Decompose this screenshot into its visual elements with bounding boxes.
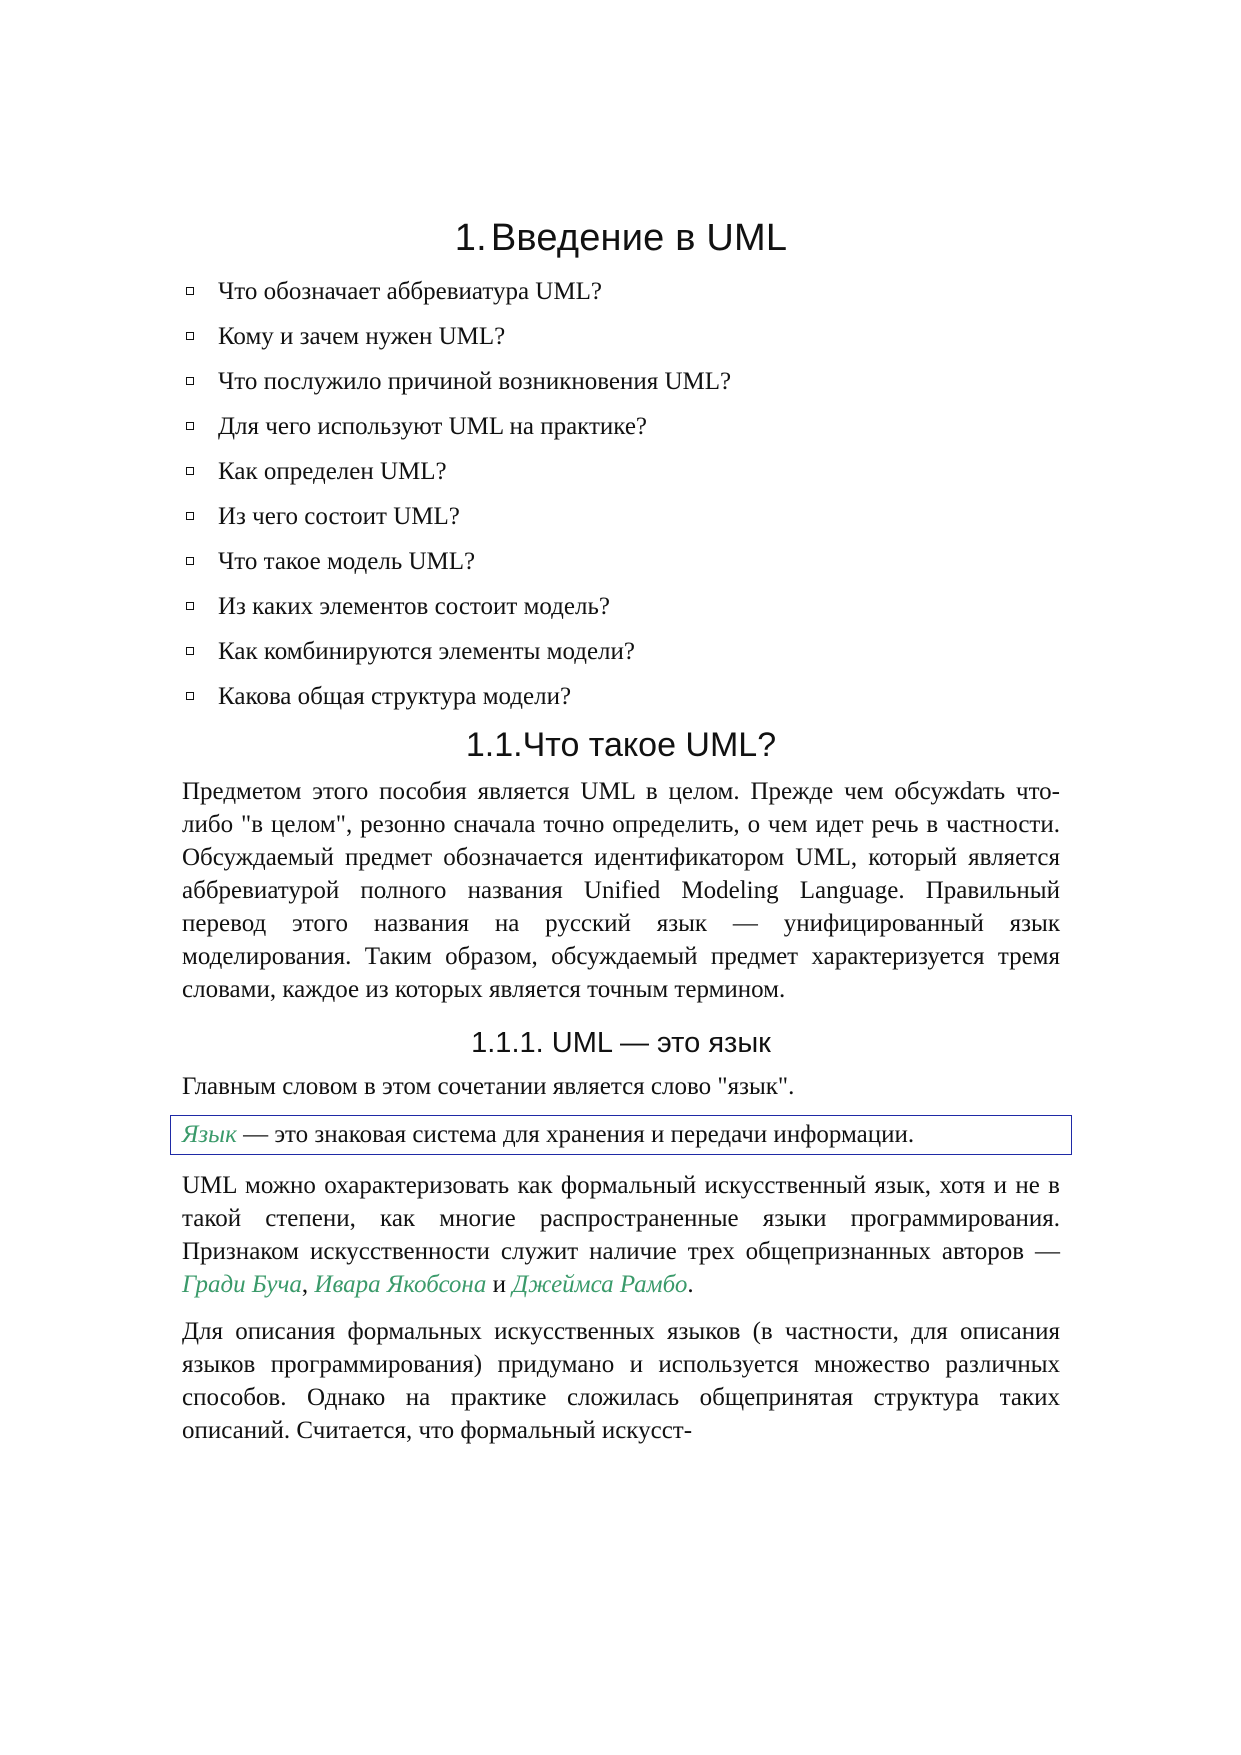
question-text: Какова общая структура модели?: [218, 683, 572, 710]
chapter-heading: [182, 215, 1060, 261]
square-bullet-icon: [186, 647, 194, 655]
section-number: 1.1.: [465, 726, 523, 764]
square-bullet-icon: [186, 692, 194, 700]
author-separator: ,: [301, 1271, 315, 1298]
list-item: [182, 314, 1060, 359]
authors-paragraph: [182, 1169, 1060, 1301]
square-bullet-icon: [186, 512, 194, 520]
question-text: Что послужило причиной возникновения UML?: [218, 368, 732, 395]
author-link-rumbaugh[interactable]: Джеймса Рамбо: [512, 1271, 688, 1298]
author-link-booch[interactable]: Гради Буча: [182, 1271, 302, 1298]
list-item: [182, 449, 1060, 494]
square-bullet-icon: [186, 557, 194, 565]
author-separator: и: [486, 1271, 513, 1298]
question-text: Для чего используют UML на практике?: [218, 413, 648, 440]
list-item: [182, 674, 1060, 719]
question-text: Как определен UML?: [218, 458, 447, 485]
section-title: Что такое UML?: [522, 726, 777, 764]
definition-box: [170, 1115, 1072, 1155]
chapter-questions-list: [182, 269, 1060, 719]
square-bullet-icon: [186, 377, 194, 385]
list-item: [182, 359, 1060, 404]
question-text: Из каких элементов состоит модель?: [218, 593, 610, 620]
subsection-number: 1.1.1.: [471, 1027, 544, 1059]
chapter-title: Введение в UML: [490, 217, 788, 259]
square-bullet-icon: [186, 422, 194, 430]
definition-term: Язык: [182, 1121, 237, 1148]
list-item: [182, 404, 1060, 449]
subsection-intro: Главным словом в этом сочетании является слово "язык".: [182, 1073, 795, 1100]
square-bullet-icon: [186, 287, 194, 295]
chapter-number: 1.: [454, 217, 487, 259]
question-text: Из чего состоит UML?: [218, 503, 460, 530]
section-heading: [182, 723, 1060, 767]
question-text: Кому и зачем нужен UML?: [218, 323, 506, 350]
sentence-end: .: [687, 1271, 694, 1298]
authors-paragraph-text: UML можно охарактеризовать как формальный искусственный язык, хотя и не в такой степени, как многие распространенные языки программирования. Признаком искусственности служит наличие трех общепризнанных авторов —: [182, 1172, 1060, 1265]
square-bullet-icon: [186, 602, 194, 610]
list-item: [182, 629, 1060, 674]
subsection-heading: [182, 1024, 1060, 1062]
definition-text: — это знаковая система для хранения и передачи информации.: [236, 1121, 915, 1148]
square-bullet-icon: [186, 332, 194, 340]
question-text: Что обозначает аббревиатура UML?: [218, 278, 602, 305]
square-bullet-icon: [186, 467, 194, 475]
subsection-title: UML — это язык: [551, 1027, 771, 1059]
list-item: [182, 584, 1060, 629]
question-text: Что такое модель UML?: [218, 548, 476, 575]
document-page: [182, 215, 1060, 1461]
list-item: [182, 269, 1060, 314]
list-item: [182, 494, 1060, 539]
list-item: [182, 539, 1060, 584]
author-link-jacobson[interactable]: Ивара Якобсона: [314, 1271, 487, 1298]
question-text: Как комбинируются элементы модели?: [218, 638, 635, 665]
description-paragraph: Для описания формальных искусственных языков (в частности, для описания языков программирования) придумано и используется множество различных способов. Однако на практике сложилась общепринятая структура таких описаний. Считается, что формальный искусст-: [182, 1318, 1060, 1444]
section-paragraph: Предметом этого пособия является UML в целом. Прежде чем обсужdать что-либо "в целом", резонно сначала точно определить, о чем идет речь в частности. Обсуждаемый предмет обозначается идентификатором UML, который является аббревиатурой полного названия Unified Modeling Language. Правильный перевод этого названия на русский язык — унифицированный язык моделирования. Таким образом, обсуждаемый предмет характеризуется тремя словами, каждое из которых является точным термином.: [182, 778, 1060, 1003]
